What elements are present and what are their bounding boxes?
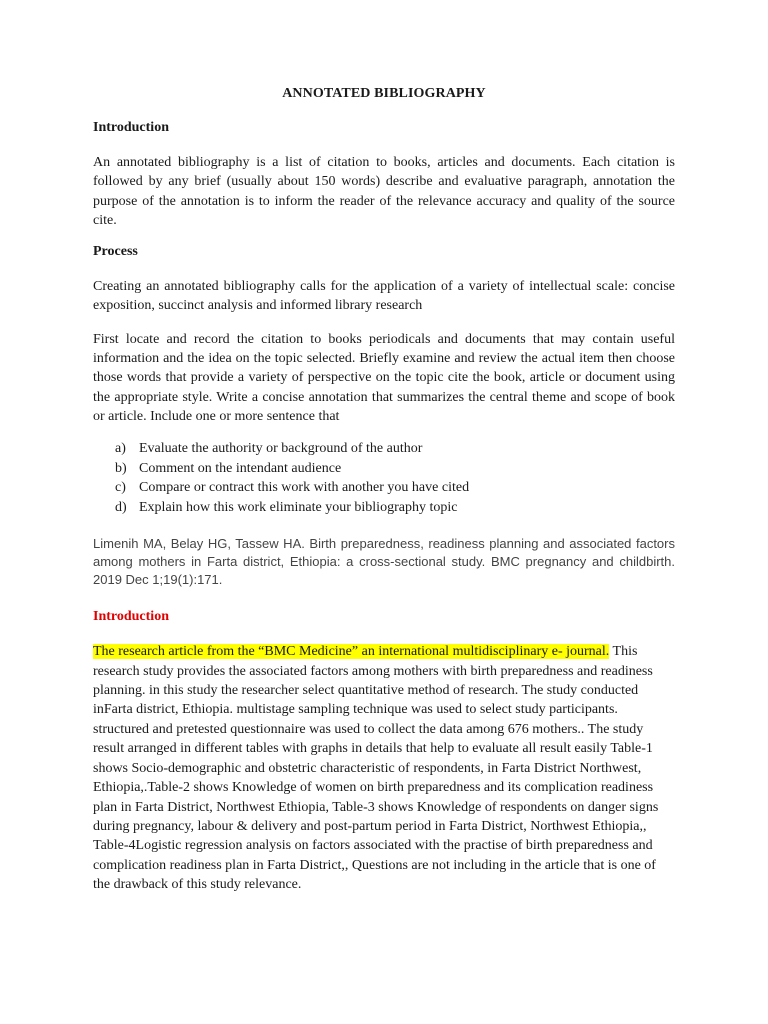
list-marker: c)	[115, 480, 126, 496]
list-item-text: Explain how this work eliminate your bibliography topic	[139, 499, 458, 515]
introduction-paragraph: An annotated bibliography is a list of citation to books, articles and documents. Each citation is followed by any brief (usually about 150 words) describe and evaluative paragraph, annotation the purpose of the annotation is to inform the reader of the relevance accuracy and quality of the source cite.	[93, 155, 675, 228]
annotation-introduction-heading: Introduction	[93, 609, 169, 625]
list-item	[93, 459, 675, 479]
list-item-text: Evaluate the authority or background of the author	[139, 441, 423, 457]
document-title: ANNOTATED BIBLIOGRAPHY	[282, 86, 486, 101]
list-item	[93, 478, 675, 498]
list-marker: d)	[115, 499, 127, 515]
list-marker: b)	[115, 460, 127, 476]
list-item-text: Comment on the intendant audience	[139, 460, 342, 476]
document-page	[93, 86, 675, 895]
process-paragraph-1: Creating an annotated bibliography calls for the application of a variety of intellectual scale: concise exposition, succinct analysis and informed library research	[93, 279, 675, 314]
annotation-paragraph	[93, 642, 675, 894]
list-item	[93, 439, 675, 459]
reference-citation: Limenih MA, Belay HG, Tassew HA. Birth preparedness, readiness planning and associated factors among mothers in Farta district, Ethiopia: a cross-sectional study. BMC pregnancy and childbirth. 2019 Dec 1;19(1):171.	[93, 536, 675, 588]
criteria-list	[93, 439, 675, 517]
introduction-heading: Introduction	[93, 120, 169, 135]
process-paragraph-2: First locate and record the citation to books periodicals and documents that may contain useful information and the idea on the topic selected. Briefly examine and review the actual item then choose those words that provide a variety of perspective on the topic cite the book, article or document using the appropriate style. Write a concise annotation that summarizes the central theme and scope of book or article. Include one or more sentence that	[93, 331, 675, 424]
list-item	[93, 498, 675, 518]
list-item-text: Compare or contract this work with another you have cited	[139, 480, 470, 496]
annotation-body-text: This research study provides the associated factors among mothers with birth preparedness and readiness planning. in this study the researcher select quantitative method of research. The study conducted inFarta district, Ethiopia. multistage sampling technique was used to select study participants. structured and pretested questionnaire was used to collect the data among 676 mothers.. The study result arranged in different tables with graphs in details that help to evaluate all result easily Table-1 shows Socio-demographic and obstetric characteristic of respondents, in Farta District Northwest, Ethiopia,.Table-2 shows Knowledge of women on birth preparedness and its complication readiness plan in Farta District, Northwest Ethiopia, Table-3 shows Knowledge of respondents on danger signs during pregnancy, labour & delivery and post-partum period in Farta District, Northwest Ethiopia,, Table-4Logistic regression analysis on factors associated with the practise of birth preparedness and complication readiness plan in Farta District,, Questions are not including in the article that is one of the drawback of this study relevance.	[93, 644, 659, 893]
highlighted-sentence: The research article from the “BMC Medicine” an international multidisciplinary e- journal.	[93, 644, 610, 660]
process-heading: Process	[93, 244, 138, 260]
list-marker: a)	[115, 441, 126, 457]
